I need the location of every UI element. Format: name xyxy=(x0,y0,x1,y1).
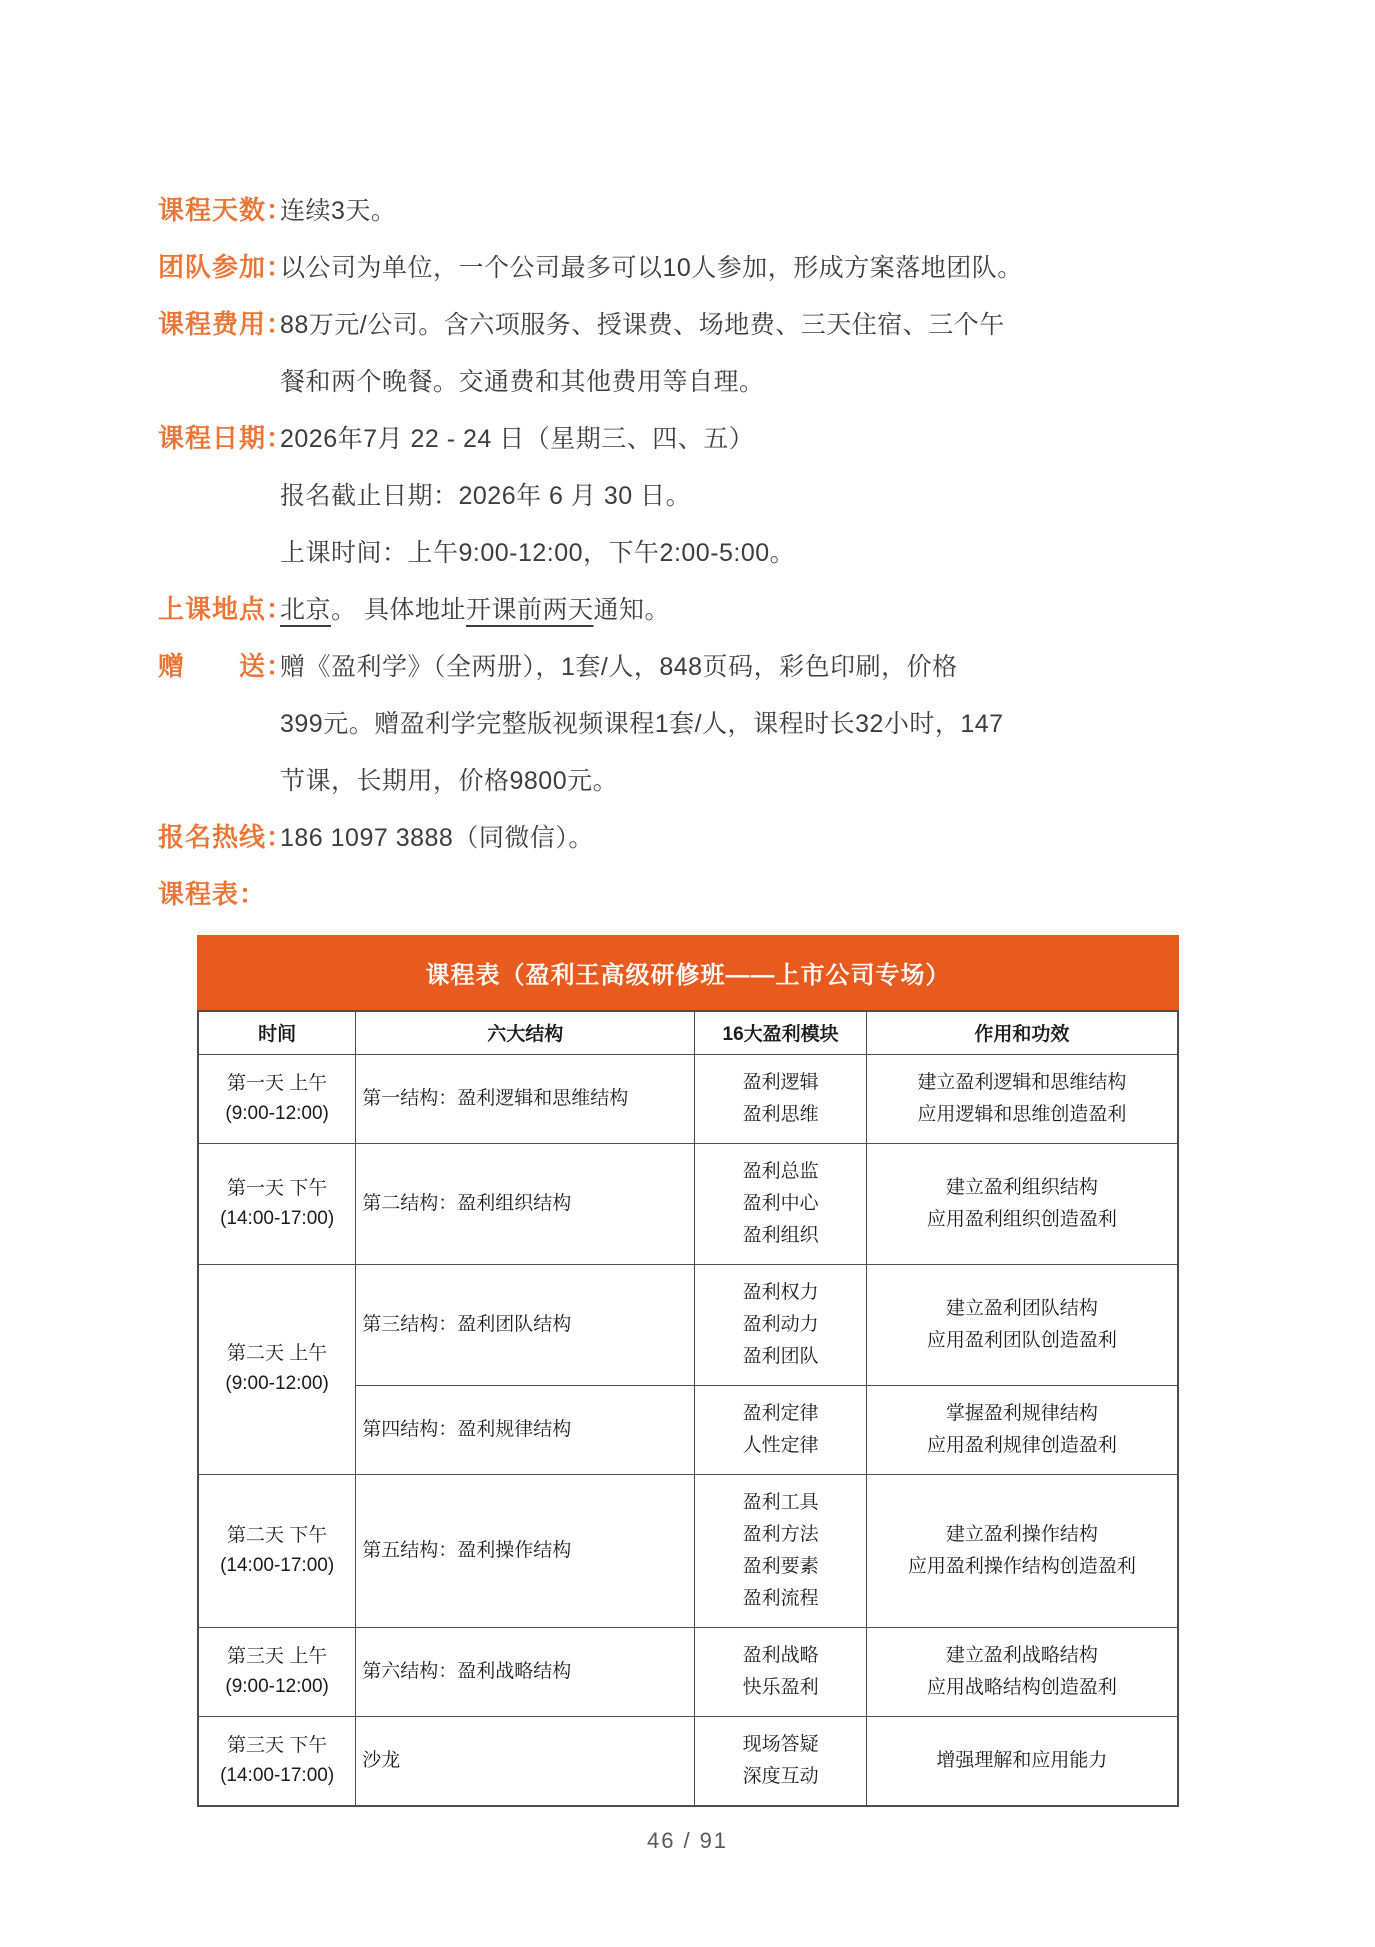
info-line xyxy=(280,579,1375,636)
info-line: 2026年7月 22 - 24 日（星期三、四、五） xyxy=(280,424,755,453)
effects-cell xyxy=(866,1385,1178,1474)
module-line: 盈利要素 xyxy=(742,1555,819,1577)
info-label: 赠 送： xyxy=(158,651,294,681)
column-header-1: 六大结构 xyxy=(356,1011,695,1054)
underlined-text: 北京 xyxy=(280,595,332,624)
effects-cell xyxy=(866,1054,1178,1143)
modules-cell xyxy=(695,1054,867,1143)
info-item-gift xyxy=(158,636,1375,807)
info-value xyxy=(280,636,1375,807)
time-line: (9:00-12:00) xyxy=(225,1675,329,1697)
table-row xyxy=(198,1054,1178,1143)
time-cell xyxy=(198,1474,356,1627)
module-line: 人性定律 xyxy=(742,1434,819,1456)
module-line: 盈利组织 xyxy=(742,1224,819,1246)
structure-cell: 沙龙 xyxy=(356,1716,695,1806)
effects-cell xyxy=(866,1474,1178,1627)
effects-cell xyxy=(866,1716,1178,1806)
info-item-course-fee xyxy=(158,294,1375,408)
modules-cell xyxy=(695,1385,867,1474)
module-line: 现场答疑 xyxy=(742,1733,819,1755)
time-line: 第一天 下午 xyxy=(226,1177,328,1199)
effect-line: 掌握盈利规律结构 xyxy=(945,1402,1098,1424)
effect-line: 建立盈利逻辑和思维结构 xyxy=(917,1071,1127,1093)
time-line: 第二天 下午 xyxy=(226,1524,328,1546)
structure-cell: 第三结构：盈利团队结构 xyxy=(356,1264,695,1385)
info-line: 餐和两个晚餐。交通费和其他费用等自理。 xyxy=(280,367,765,396)
info-label: 报名热线： xyxy=(158,822,294,852)
time-line: (9:00-12:00) xyxy=(225,1373,329,1394)
time-line: (9:00-12:00) xyxy=(225,1102,329,1124)
info-line: 186 1097 3888（同微信）。 xyxy=(280,823,594,852)
time-cell xyxy=(198,1264,356,1474)
table-row xyxy=(198,1264,1178,1385)
structure-cell: 第五结构：盈利操作结构 xyxy=(356,1474,695,1627)
info-item-schedule-label xyxy=(158,864,1375,921)
module-line: 盈利总监 xyxy=(742,1160,819,1182)
info-item-hotline xyxy=(158,807,1375,864)
info-line: 88万元/公司。含六项服务、授课费、场地费、三天住宿、三个午 xyxy=(280,310,1005,339)
info-line: 399元。赠盈利学完整版视频课程1套/人，课程时长32小时，147 xyxy=(280,709,1004,738)
modules-cell xyxy=(695,1627,867,1716)
info-item-course-location xyxy=(158,579,1375,636)
effect-line: 应用盈利组织创造盈利 xyxy=(926,1208,1117,1230)
info-label: 课程天数： xyxy=(158,195,294,225)
info-label: 课程表： xyxy=(158,879,267,909)
module-line: 盈利中心 xyxy=(742,1192,819,1214)
effects-cell xyxy=(866,1264,1178,1385)
module-line: 盈利权力 xyxy=(742,1281,819,1303)
module-line: 盈利动力 xyxy=(742,1313,819,1335)
info-item-team-participation xyxy=(158,237,1375,294)
info-line: 节课，长期用，价格9800元。 xyxy=(280,766,619,795)
effect-line: 增强理解和应用能力 xyxy=(936,1749,1108,1771)
effect-line: 应用盈利规律创造盈利 xyxy=(926,1434,1117,1456)
time-line: (14:00-17:00) xyxy=(220,1764,335,1786)
time-line: (14:00-17:00) xyxy=(220,1554,335,1576)
time-line: 第一天 上午 xyxy=(226,1072,328,1094)
info-value xyxy=(280,408,1375,579)
column-header-0: 时间 xyxy=(198,1011,356,1054)
page-separator: / xyxy=(683,1828,692,1853)
info-line: 连续3天。 xyxy=(280,196,397,225)
modules-cell xyxy=(695,1264,867,1385)
module-line: 盈利工具 xyxy=(742,1491,819,1513)
info-label: 课程费用： xyxy=(158,309,294,339)
table-row xyxy=(198,1474,1178,1627)
info-label: 上课地点： xyxy=(158,594,294,624)
modules-cell xyxy=(695,1716,867,1806)
column-header-3: 作用和功效 xyxy=(866,1011,1178,1054)
effect-line: 建立盈利战略结构 xyxy=(945,1644,1098,1666)
module-line: 盈利团队 xyxy=(742,1345,819,1367)
column-header-2: 16大盈利模块 xyxy=(695,1011,867,1054)
info-item-course-days xyxy=(158,180,1375,237)
time-line: (14:00-17:00) xyxy=(220,1207,335,1229)
time-cell xyxy=(198,1716,356,1806)
course-schedule-table xyxy=(197,935,1179,1807)
table-header-row xyxy=(198,1011,1178,1054)
module-line: 盈利逻辑 xyxy=(742,1071,819,1093)
info-value xyxy=(280,294,1375,408)
effect-line: 应用战略结构创造盈利 xyxy=(926,1676,1117,1698)
table-row xyxy=(198,1627,1178,1716)
time-cell xyxy=(198,1627,356,1716)
module-line: 盈利方法 xyxy=(742,1523,819,1545)
plain-text: 通知。 xyxy=(593,595,670,624)
effects-cell xyxy=(866,1143,1178,1264)
time-line: 第三天 下午 xyxy=(226,1734,328,1756)
plain-text: 。 具体地址 xyxy=(331,595,466,624)
effect-line: 建立盈利操作结构 xyxy=(945,1523,1098,1545)
info-line: 赠《盈利学》（全两册），1套/人，848页码，彩色印刷，价格 xyxy=(280,652,958,681)
page-total: 91 xyxy=(699,1828,729,1853)
table-row xyxy=(198,1716,1178,1806)
effect-line: 应用盈利操作结构创造盈利 xyxy=(907,1555,1136,1577)
page-number xyxy=(0,1828,1375,1854)
table-body xyxy=(198,1054,1178,1806)
structure-cell: 第四结构：盈利规律结构 xyxy=(356,1385,695,1474)
info-value xyxy=(280,180,1375,237)
time-line: 第二天 上午 xyxy=(226,1343,328,1364)
table-row xyxy=(198,1143,1178,1264)
module-line: 快乐盈利 xyxy=(742,1676,819,1698)
info-line: 上课时间：上午9:00-12:00，下午2:00-5:00。 xyxy=(280,538,796,567)
module-line: 深度互动 xyxy=(742,1765,819,1787)
modules-cell xyxy=(695,1143,867,1264)
effects-cell xyxy=(866,1627,1178,1716)
info-value xyxy=(280,237,1375,294)
module-line: 盈利思维 xyxy=(742,1103,819,1125)
course-info-list xyxy=(158,180,1375,921)
modules-cell xyxy=(695,1474,867,1627)
effect-line: 应用逻辑和思维创造盈利 xyxy=(917,1103,1127,1125)
module-line: 盈利定律 xyxy=(742,1402,819,1424)
info-value xyxy=(280,807,1375,864)
info-label: 团队参加： xyxy=(158,252,294,282)
info-label: 课程日期： xyxy=(158,423,294,453)
module-line: 盈利战略 xyxy=(742,1644,819,1666)
structure-cell: 第六结构：盈利战略结构 xyxy=(356,1627,695,1716)
structure-cell: 第二结构：盈利组织结构 xyxy=(356,1143,695,1264)
structure-cell: 第一结构：盈利逻辑和思维结构 xyxy=(356,1054,695,1143)
effect-line: 建立盈利团队结构 xyxy=(945,1297,1098,1319)
info-line: 报名截止日期：2026年 6 月 30 日。 xyxy=(280,481,692,510)
table-title: 课程表（盈利王高级研修班——上市公司专场） xyxy=(197,935,1179,1010)
underlined-text: 开课前两天 xyxy=(465,595,594,624)
schedule-table xyxy=(197,1010,1179,1807)
time-cell xyxy=(198,1143,356,1264)
info-item-course-dates xyxy=(158,408,1375,579)
time-cell xyxy=(198,1054,356,1143)
time-line: 第三天 上午 xyxy=(226,1645,328,1667)
info-value xyxy=(280,579,1375,636)
info-line: 以公司为单位，一个公司最多可以10人参加，形成方案落地团队。 xyxy=(280,253,1023,282)
module-line: 盈利流程 xyxy=(742,1587,819,1609)
effect-line: 建立盈利组织结构 xyxy=(945,1176,1098,1198)
effect-line: 应用盈利团队创造盈利 xyxy=(926,1329,1117,1351)
page-current: 46 xyxy=(646,1828,676,1853)
